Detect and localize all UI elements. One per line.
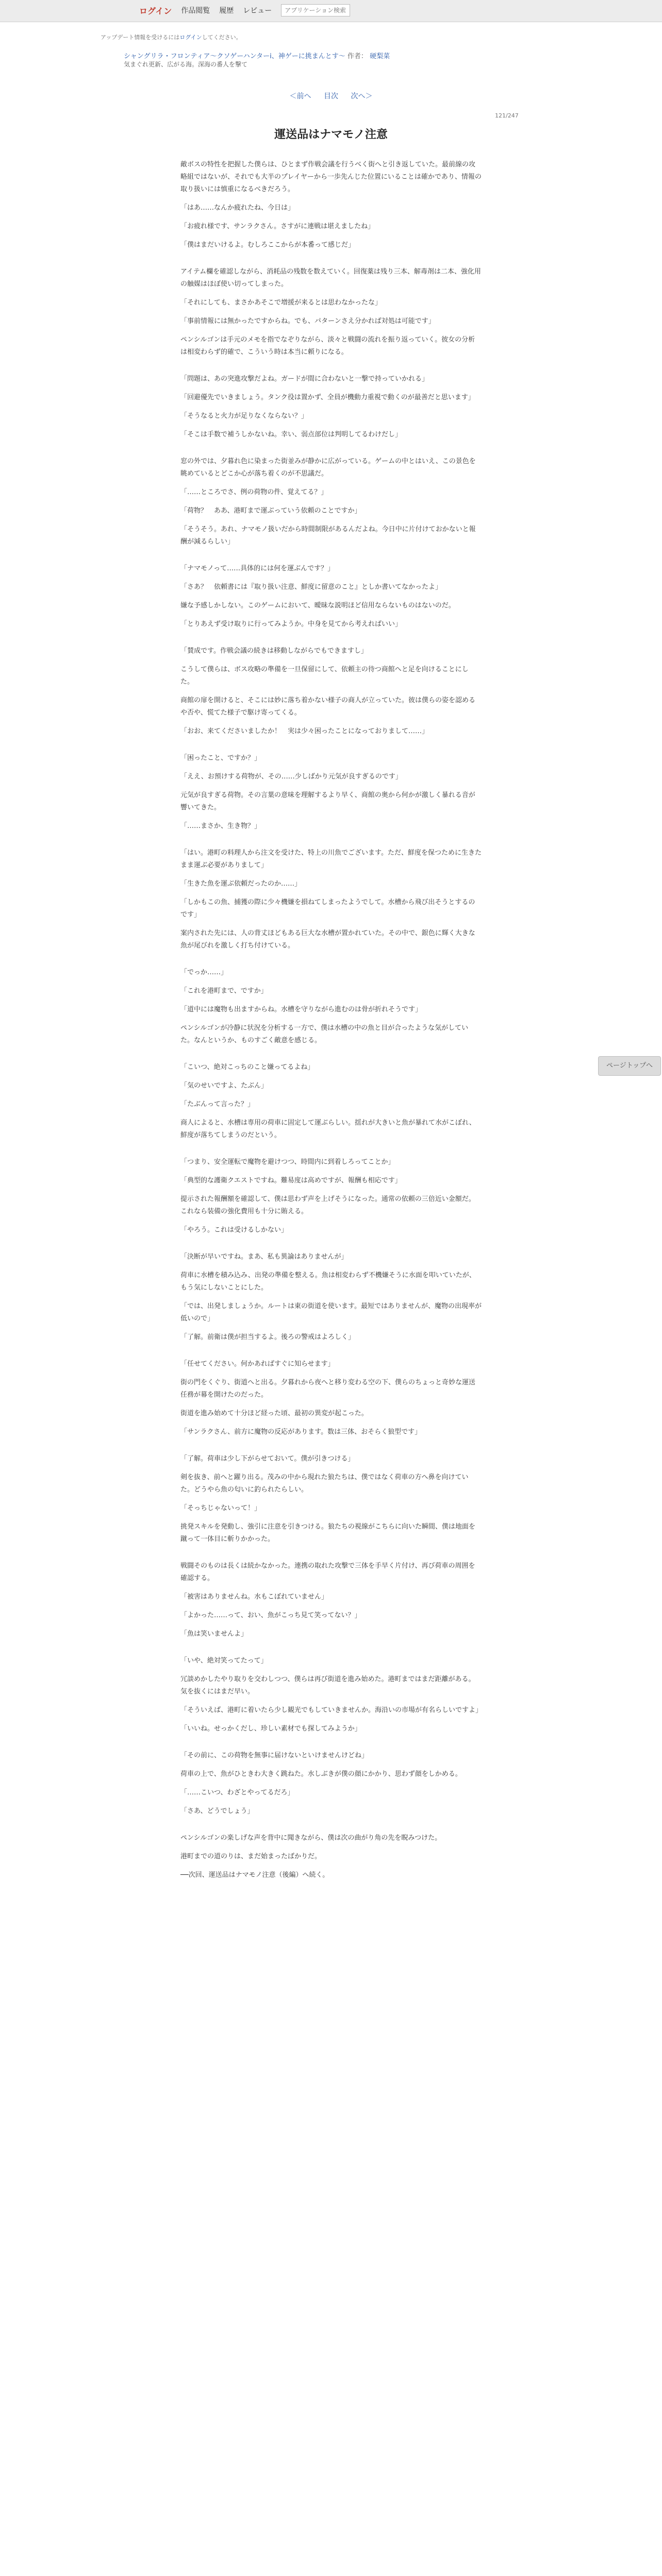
- paragraph: 「そっちじゃないって！」: [180, 1504, 261, 1512]
- paragraph: 「僕はまだいけるよ。むしろここからが本番って感じだ」: [180, 241, 355, 249]
- paragraph: 「いいね。せっかくだし、珍しい素材でも探してみようか」: [180, 1725, 361, 1733]
- series-line: [124, 50, 390, 60]
- paragraph: 元気が良すぎる荷物。その言葉の意味を理解するより早く、商館の奥から何かが激しく暴れる音が響いてきた。: [180, 791, 475, 811]
- page-number: 121/247: [495, 112, 519, 119]
- paragraph: ペンシルゴンが冷静に状況を分析する一方で、僕は水槽の中の魚と目が合ったような気がしていた。なんというか、ものすごく敵意を感じる。: [180, 1024, 469, 1044]
- paragraph: 「しかもこの魚、捕獲の際に少々機嫌を損ねてしまったようでして。水槽から飛び出そうとするのです」: [180, 899, 475, 919]
- paragraph: 「そこは手数で補うしかないね。幸い、弱点部位は判明してるわけだし」: [180, 431, 402, 438]
- paragraph: アイテム欄を確認しながら、消耗品の残数を数えていく。回復薬は残り三本、解毒剤は二本、強化用の触媒はほぼ使い切ってしまった。: [180, 268, 481, 288]
- paragraph: 「……こいつ、わざとやってるだろ」: [180, 1789, 294, 1797]
- paragraph: 「さあ、どうでしょう」: [180, 1807, 254, 1815]
- paragraph: 「そういえば、港町に着いたら少し観光でもしていきませんか。海沿いの市場が有名らしいですよ」: [180, 1706, 483, 1714]
- paragraph: 案内された先には、人の背丈ほどもある巨大な水槽が置かれていた。その中で、銀色に輝く大きな魚が尾びれを激しく打ち付けている。: [180, 929, 475, 950]
- notice-suffix: してください。: [202, 34, 242, 41]
- paragraph: 荷車の上で、魚がひときわ大きく跳ねた。水しぶきが僕の顔にかかり、思わず顔をしかめる。: [180, 1770, 462, 1778]
- paragraph: 「回避優先でいきましょう。タンク役は置かず、全員が機動力重視で動くのが最善だと思います」: [180, 394, 475, 401]
- paragraph: 街道を進み始めて十分ほど経った頃、最初の異変が起こった。: [180, 1410, 368, 1417]
- paragraph: 「たぶんって言った？」: [180, 1100, 255, 1108]
- next-link[interactable]: 次へ＞: [351, 92, 373, 100]
- menu-review[interactable]: レビュー: [243, 7, 272, 15]
- paragraph: 「さあ？ 依頼書には『取り扱い注意、鮮度に留意のこと』としか書いてなかったよ」: [180, 583, 442, 591]
- author-label: 作者：: [347, 53, 368, 60]
- paragraph: 剣を抜き、前へと躍り出る。茂みの中から現れた狼たちは、僕ではなく荷車の方へ鼻を向けていた。どうやら魚の匂いに釣られたらしい。: [180, 1473, 469, 1494]
- paragraph: 「問題は、あの突進攻撃だよね。ガードが間に合わないと一撃で持っていかれる」: [180, 375, 429, 383]
- paragraph: 荷車に水槽を積み込み、出発の準備を整える。魚は相変わらず不機嫌そうに水面を叩いていたが、もう気にしないことにした。: [180, 1272, 476, 1292]
- login-link[interactable]: ログイン: [139, 6, 172, 16]
- paragraph: 商館の扉を開けると、そこには妙に落ち着かない様子の商人が立っていた。彼は僕らの姿を認めるや否や、慌てた様子で駆け寄ってくる。: [180, 697, 476, 717]
- paragraph: 「では、出発しましょうか。ルートは東の街道を使います。最短ではありませんが、魔物の出現率が低いので」: [180, 1302, 482, 1323]
- paragraph: 敵ボスの特性を把握した僕らは、ひとまず作戦会議を行うべく街へと引き返していた。最前線の攻略組ではないが、それでも大半のプレイヤーから一歩先んじた位置にいることは確かであり、情報の取り扱いには慎重になるべきだろう。: [180, 161, 482, 193]
- paragraph: 「魚は笑いませんよ」: [180, 1630, 248, 1638]
- paragraph: 「つまり、安全運転で魔物を避けつつ、時間内に到着しろってことか」: [180, 1158, 395, 1166]
- notice-prefix: アップデート情報を受けるには: [101, 34, 180, 41]
- paragraph: 「被害はありませんね。水もこぼれていません」: [180, 1593, 328, 1601]
- paragraph: 「生きた魚を運ぶ依頼だったのか……」: [180, 880, 302, 888]
- paragraph: 「それにしても、まさかあそこで増援が来るとは思わなかったな」: [180, 299, 382, 307]
- chapter-nav: [0, 91, 662, 101]
- paragraph: 「こいつ、絶対こっちのこと嫌ってるよね」: [180, 1063, 315, 1071]
- paragraph: 「ええ、お預けする荷物が、その……少しばかり元気が良すぎるのです」: [180, 773, 402, 781]
- paragraph: 「でっか……」: [180, 969, 228, 976]
- short-description: 気まぐれ更新、広がる海。深海の番人を撃て: [124, 61, 248, 68]
- paragraph: 「そうなると火力が足りなくならない？」: [180, 412, 308, 420]
- paragraph: 「……ところでさ、例の荷物の件、覚えてる？」: [180, 488, 328, 496]
- prev-link[interactable]: ＜前へ: [289, 92, 311, 100]
- paragraph: 「決断が早いですね。まあ、私も異論はありませんが」: [180, 1253, 348, 1261]
- paragraph: 「お疲れ様です、サンラクさん。さすがに連戦は堪えましたね」: [180, 223, 375, 230]
- paragraph: 「その前に、この荷物を無事に届けないといけませんけどね」: [180, 1752, 369, 1759]
- paragraph: 「これを港町まで、ですか」: [180, 987, 268, 995]
- paragraph: 提示された報酬額を確認して、僕は思わず声を上げそうになった。通常の依頼の三倍近い金額だ。これなら装備の強化費用も十分に賄える。: [180, 1195, 475, 1215]
- chapter-title: 運送品はナマモノ注意: [274, 128, 388, 141]
- paragraph: 「典型的な護衛クエストですね。難易度は高めですが、報酬も相応です」: [180, 1177, 402, 1184]
- paragraph: ペンシルゴンの楽しげな声を背中に聞きながら、僕は次の曲がり角の先を睨みつけた。: [180, 1834, 442, 1842]
- notice-login-link[interactable]: ログイン: [179, 34, 202, 41]
- paragraph: 窓の外では、夕暮れ色に染まった街並みが静かに広がっている。ゲームの中とはいえ、この景色を眺めているとどこか心が落ち着くのが不思議だ。: [180, 457, 476, 478]
- paragraph: 街の門をくぐり、街道へと出る。夕暮れから夜へと移り変わる空の下、僕らのちょっと奇妙な運送任務が幕を開けたのだった。: [180, 1379, 476, 1399]
- paragraph: 「はあ……なんか疲れたね、今日は」: [180, 204, 295, 212]
- paragraph: こうして僕らは、ボス攻略の準備を一旦保留にして、依頼主の待つ商館へと足を向けることにした。: [180, 666, 469, 686]
- paragraph: 嫌な予感しかしない。このゲームにおいて、曖昧な説明ほど信用ならないものはないのだ。: [180, 602, 455, 609]
- paragraph: 「……まさか、生き物？」: [180, 822, 261, 830]
- paragraph: 「おお、来てくださいましたか！ 実は少々困ったことになっておりまして……」: [180, 727, 429, 735]
- paragraph: 「よかった……って、おい、魚がこっち見て笑ってない？」: [180, 1612, 361, 1619]
- paragraph: 港町までの道のりは、まだ始まったばかりだ。: [180, 1853, 322, 1860]
- paragraph: 「とりあえず受け取りに行ってみようか。中身を見てから考えればいい」: [180, 620, 402, 628]
- paragraph: 「荷物？ ああ、港町まで運ぶっていう依頼のことですか」: [180, 507, 361, 515]
- paragraph: 「やろう。これは受けるしかない」: [180, 1226, 288, 1234]
- paragraph: 「はい。港町の料理人から注文を受けた、特上の川魚でございます。ただ、鮮度を保つために生きたまま運ぶ必要がありまして」: [180, 849, 482, 869]
- top-bar: [0, 0, 662, 22]
- menu-works[interactable]: 作品閲覧: [181, 7, 210, 15]
- paragraph: 「賛成です。作戦会議の続きは移動しながらでもできますし」: [180, 647, 368, 655]
- chapter-body: [180, 159, 482, 1888]
- series-title-link[interactable]: シャングリラ・フロンティア〜クソゲーハンターi、神ゲーに挑まんとす〜: [124, 53, 345, 60]
- menu-history[interactable]: 履歴: [219, 7, 234, 15]
- paragraph: 「事前情報には無かったですからね。でも、パターンさえ分かれば対処は可能です」: [180, 317, 435, 325]
- paragraph: 冗談めかしたやり取りを交わしつつ、僕らは再び街道を進み始めた。港町まではまだ距離がある。気を抜くにはまだ早い。: [180, 1675, 475, 1696]
- paragraph: 「任せてください。何かあればすぐに知らせます」: [180, 1360, 335, 1368]
- paragraph: 「サンラクさん、前方に魔物の反応があります。数は三体、おそらく狼型です」: [180, 1428, 422, 1436]
- paragraph: 「了解。前衛は僕が担当するよ。後ろの警戒はよろしく」: [180, 1333, 355, 1341]
- search-input[interactable]: [281, 4, 350, 16]
- paragraph: 「ナマモノって……具体的には何を運ぶんです？」: [180, 565, 335, 572]
- paragraph: ペンシルゴンは手元のメモを指でなぞりながら、淡々と戦闘の流れを振り返っていく。彼女の分析は相変わらず的確で、こういう時は本当に頼りになる。: [180, 336, 475, 356]
- paragraph: ──次回、運送品はナマモノ注意（後編）へ続く。: [180, 1871, 329, 1879]
- paragraph: 「気のせいですよ、たぶん」: [180, 1082, 268, 1090]
- paragraph: 「道中には魔物も出ますからね。水槽を守りながら進むのは骨が折れそうです」: [180, 1006, 422, 1013]
- paragraph: 「いや、絶対笑ってたって」: [180, 1657, 268, 1665]
- paragraph: 戦闘そのものは長くは続かなかった。連携の取れた攻撃で三体を手早く片付け、再び荷車の周囲を確認する。: [180, 1562, 475, 1582]
- page-top-button[interactable]: ページトップへ: [598, 1056, 661, 1076]
- paragraph: 「了解。荷車は少し下がらせておいて。僕が引きつける」: [180, 1455, 355, 1463]
- paragraph: 「そうそう。あれ、ナマモノ扱いだから時間制限があるんだよね。今日中に片付けておかないと報酬が減るらしい」: [180, 526, 476, 546]
- author-link[interactable]: 硬梨菜: [370, 53, 390, 60]
- toc-link[interactable]: 目次: [324, 92, 338, 100]
- update-notice: [101, 33, 242, 41]
- paragraph: 挑発スキルを発動し、強引に注意を引きつける。狼たちの視線がこちらに向いた瞬間、僕は地面を蹴って一体目に斬りかかった。: [180, 1523, 475, 1543]
- paragraph: 商人によると、水槽は専用の荷車に固定して運ぶらしい。揺れが大きいと魚が暴れて水がこぼれ、鮮度が落ちてしまうのだという。: [180, 1119, 476, 1139]
- top-bar-inner: [139, 4, 350, 16]
- paragraph: 「困ったこと、ですか？」: [180, 754, 261, 762]
